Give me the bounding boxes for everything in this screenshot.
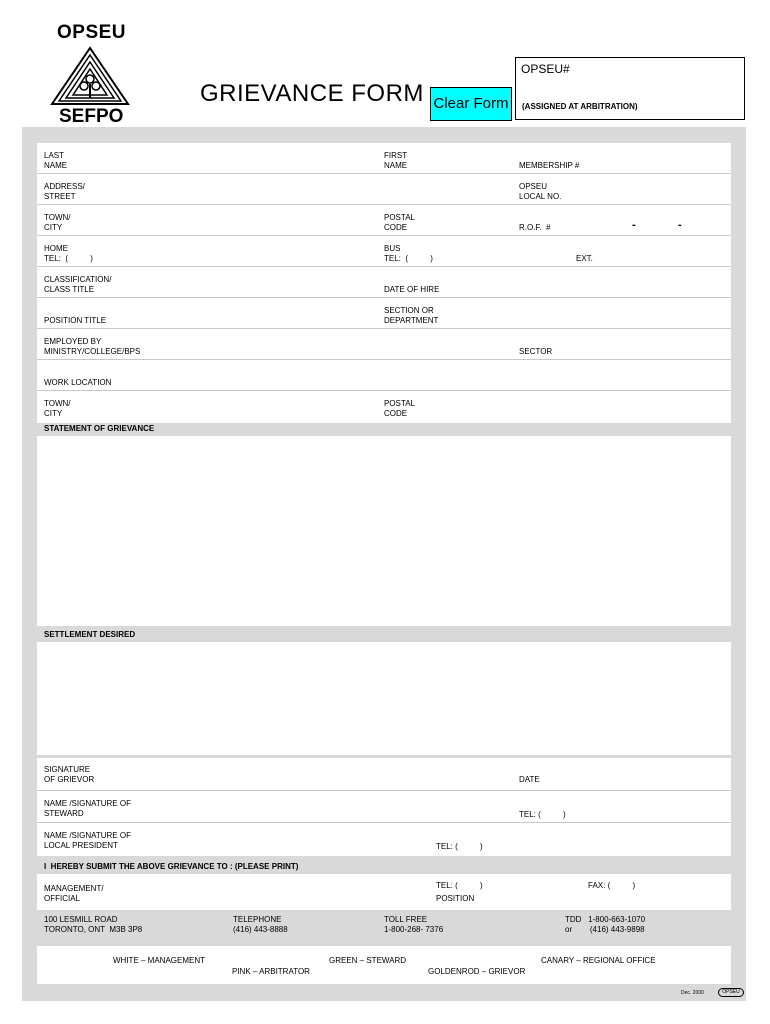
address-field[interactable] xyxy=(100,179,500,201)
opseu-number-note: (ASSIGNED AT ARBITRATION) xyxy=(522,102,638,111)
row-divider xyxy=(37,390,731,391)
bus-tel-field[interactable] xyxy=(450,241,570,263)
membership-label: MEMBERSHIP # xyxy=(519,161,580,170)
revision-date: Dec. 2000 xyxy=(681,990,704,996)
home-tel-label: HOME TEL: ( ) xyxy=(44,244,93,263)
rof-field[interactable] xyxy=(565,210,725,232)
management-position-label: POSITION xyxy=(436,894,475,903)
opseu-number-label: OPSEU# xyxy=(521,62,570,76)
rof-dash: - xyxy=(678,219,682,231)
settlement-heading: SETTLEMENT DESIRED xyxy=(44,630,136,639)
union-toll-free: TOLL FREE 1-800-268- 7376 xyxy=(384,915,444,934)
sector-field[interactable] xyxy=(556,334,725,356)
postal-code-field[interactable] xyxy=(420,210,510,232)
president-signature-label: NAME /SIGNATURE OF LOCAL PRESIDENT xyxy=(44,831,131,850)
logo-bottom-text: SEFPO xyxy=(59,106,124,127)
settlement-textarea[interactable] xyxy=(37,642,731,755)
copy-green: GREEN – STEWARD xyxy=(329,956,407,965)
town-city-label: TOWN/ CITY xyxy=(44,213,71,232)
row-divider xyxy=(37,204,731,205)
management-fax-label: FAX: ( ) xyxy=(588,881,636,890)
date-field[interactable] xyxy=(548,762,725,786)
union-tdd: TDD 1-800-663-1070 or (416) 443-9898 xyxy=(565,915,646,934)
grievor-signature-field[interactable] xyxy=(100,762,500,786)
union-bug-icon xyxy=(718,988,744,997)
copy-goldenrod: GOLDENROD – GRIEVOR xyxy=(428,967,526,976)
steward-signature-field[interactable] xyxy=(140,796,500,820)
bus-tel-label: BUS TEL: ( ) xyxy=(384,244,433,263)
local-no-field[interactable] xyxy=(570,179,725,201)
row-divider xyxy=(37,235,731,236)
opseu-number-box[interactable] xyxy=(515,57,745,120)
town-city-field[interactable] xyxy=(80,210,370,232)
logo-top-text: OPSEU xyxy=(57,22,127,43)
row-divider xyxy=(37,790,731,791)
postal-code-label: POSTAL CODE xyxy=(384,213,415,232)
union-bug-text: OPSEU xyxy=(722,989,740,995)
position-title-field[interactable] xyxy=(115,303,370,325)
work-location-label: WORK LOCATION xyxy=(44,378,112,387)
last-name-field[interactable] xyxy=(100,148,370,170)
position-title-label: POSITION TITLE xyxy=(44,316,107,325)
row-divider xyxy=(37,297,731,298)
management-tel-label: TEL: ( ) xyxy=(436,881,483,890)
row-divider xyxy=(37,822,731,823)
section-dept-field[interactable] xyxy=(445,303,725,325)
local-no-label: OPSEU LOCAL NO. xyxy=(519,182,562,201)
president-tel-label: TEL: ( ) xyxy=(436,842,483,851)
page-title: GRIEVANCE FORM xyxy=(200,80,424,107)
president-signature-field[interactable] xyxy=(140,828,420,852)
management-official-label: MANAGEMENT/ OFFICIAL xyxy=(44,884,104,903)
classification-label: CLASSIFICATION/ CLASS TITLE xyxy=(44,275,112,294)
section-dept-label: SECTION OR DEPARTMENT xyxy=(384,306,439,325)
opseu-logo xyxy=(40,20,140,130)
ext-field[interactable] xyxy=(598,241,725,263)
membership-field[interactable] xyxy=(585,148,725,170)
statement-textarea[interactable] xyxy=(37,436,731,626)
sector-label: SECTOR xyxy=(519,347,553,356)
steward-signature-label: NAME /SIGNATURE OF STEWARD xyxy=(44,799,131,818)
date-label: DATE xyxy=(519,775,540,784)
home-tel-field[interactable] xyxy=(112,241,370,263)
classification-field[interactable] xyxy=(110,272,370,294)
copy-pink: PINK – ARBITRATOR xyxy=(232,967,310,976)
statement-heading: STATEMENT OF GRIEVANCE xyxy=(44,424,155,433)
management-official-field[interactable] xyxy=(110,878,420,906)
date-of-hire-label: DATE OF HIRE xyxy=(384,285,440,294)
union-telephone: TELEPHONE (416) 443-8888 xyxy=(233,915,288,934)
work-town-city-field[interactable] xyxy=(80,396,370,418)
copy-white: WHITE – MANAGEMENT xyxy=(113,956,206,965)
rof-label: R.O.F. # xyxy=(519,223,551,232)
row-divider xyxy=(37,173,731,174)
union-address: 100 LESMILL ROAD TORONTO, ONT M3B 3P8 xyxy=(44,915,143,934)
rof-dash: - xyxy=(632,219,636,231)
ext-label: EXT. xyxy=(576,254,593,263)
last-name-label: LAST NAME xyxy=(44,151,68,170)
copy-canary: CANARY – REGIONAL OFFICE xyxy=(541,956,656,965)
row-divider xyxy=(37,266,731,267)
work-location-field[interactable] xyxy=(118,365,725,387)
row-divider xyxy=(37,359,731,360)
logo-triangle-icon xyxy=(50,46,130,106)
address-label: ADDRESS/ STREET xyxy=(44,182,85,201)
date-of-hire-field[interactable] xyxy=(450,272,725,294)
president-tel-field[interactable] xyxy=(495,828,725,852)
steward-tel-field[interactable] xyxy=(578,796,725,820)
work-postal-code-label: POSTAL CODE xyxy=(384,399,415,418)
employed-by-label: EMPLOYED BY MINISTRY/COLLEGE/BPS xyxy=(44,337,141,356)
work-town-city-label: TOWN/ CITY xyxy=(44,399,71,418)
work-postal-code-field[interactable] xyxy=(420,396,540,418)
row-divider xyxy=(37,328,731,329)
first-name-label: FIRST NAME xyxy=(384,151,408,170)
clear-form-button[interactable]: Clear Form xyxy=(430,87,512,121)
management-position-field[interactable] xyxy=(478,892,725,906)
grievor-signature-label: SIGNATURE OF GRIEVOR xyxy=(44,765,95,784)
submit-to-heading: I HEREBY SUBMIT THE ABOVE GRIEVANCE TO : (PLEASE PRINT) xyxy=(44,862,299,871)
steward-tel-label: TEL: ( ) xyxy=(519,810,566,819)
first-name-field[interactable] xyxy=(420,148,510,170)
employed-by-field[interactable] xyxy=(160,334,510,356)
